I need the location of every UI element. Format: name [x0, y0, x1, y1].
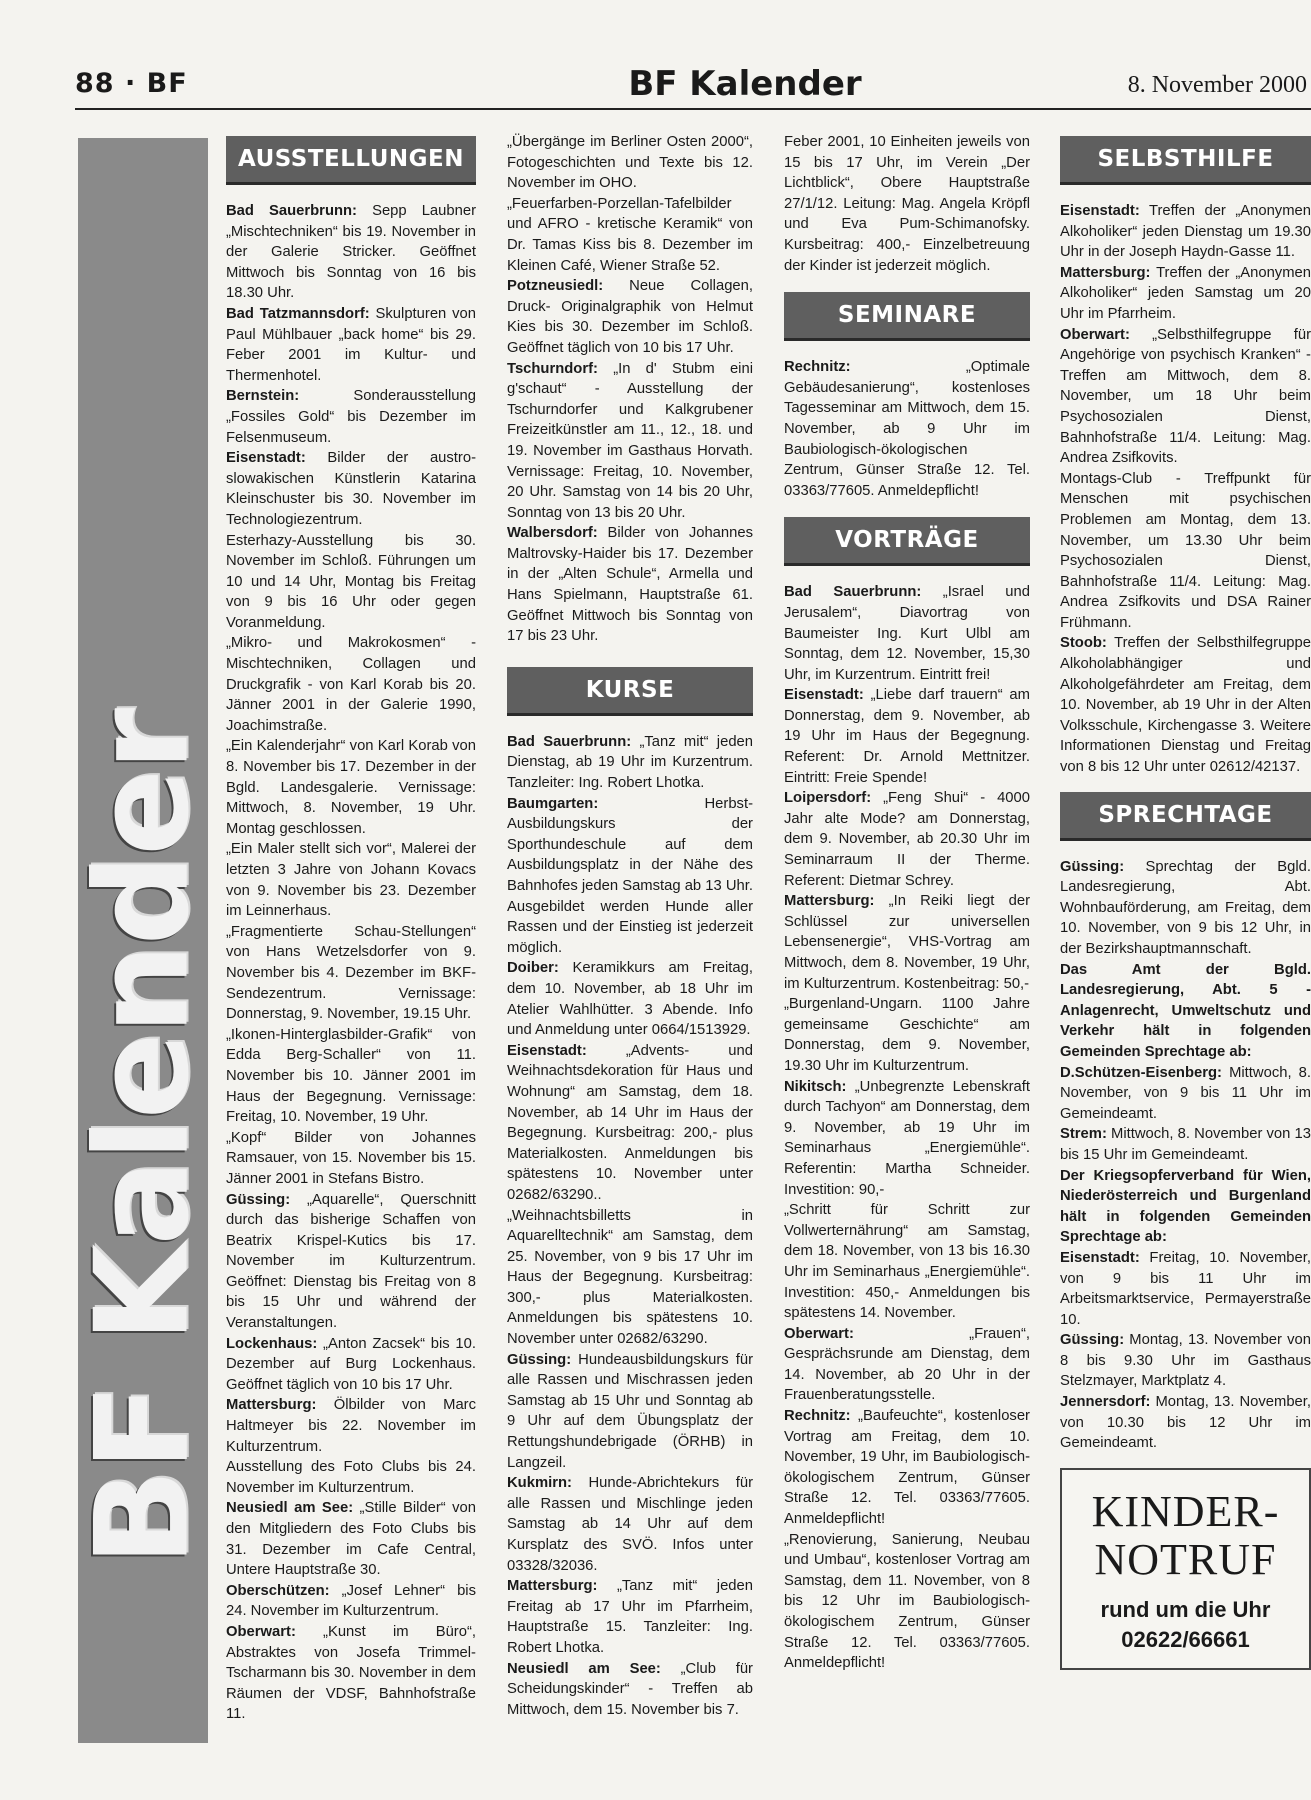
column-2: [507, 132, 753, 1720]
calendar-entry: [507, 1576, 753, 1658]
entry-text: Neue Collagen, Druck- Originalgraphik von Helmut Kies bis 30. Dezember im Schloß. Geöffnet täglich von 10 bis 17 Uhr.: [507, 278, 753, 356]
column-3: [784, 132, 1030, 1674]
entry-place: Mattersburg:: [507, 1578, 598, 1595]
entry-place: Güssing:: [226, 1191, 291, 1208]
entry-place: Nikitsch:: [784, 1078, 847, 1095]
entry-text: „Tanz mit“ jeden Dienstag, ab 19 Uhr im Kurzentrum. Tanzleiter: Ing. Robert Lhotka.: [507, 733, 754, 792]
kindernotruf-line1: KINDER-: [1091, 1486, 1280, 1536]
entry-place: Eisenstadt:: [784, 687, 864, 704]
entry-text: „Schritt für Schritt zur Vollwerternährung“ am Samstag, dem 18. November, von 13 bis 16.30 Uhr im Seminarhaus „Energiemühle“. Investition: 450,- Anmeldungen bis spätestens 14. November.: [784, 1202, 1030, 1322]
entry-text: „Feng Shui“ - 4000 Jahr alte Mode? am Donnerstag, dem 9. November, ab 20.30 Uhr im Seminarraum II der Therme. Referent: Dietmar Schrey.: [784, 790, 1030, 889]
entry-place: Oberwart:: [784, 1325, 854, 1342]
page-date: 8. November 2000: [1127, 72, 1307, 98]
entry-text: „Feuerfarben-Porzellan-Tafelbilder und AFRO - kretische Keramik“ von Dr. Tamas Kiss bis 8. Dezember im Kleinen Café, Wiener Straße 52.: [507, 195, 753, 274]
kindernotruf-line3: rund um die Uhr: [1100, 1596, 1271, 1622]
entry-text: „Club für Scheidungskinder“ - Treffen ab Mittwoch, dem 15. November bis 7.: [507, 1660, 753, 1718]
calendar-entry: [1060, 1248, 1311, 1330]
entry-place: Rechnitz:: [784, 1408, 851, 1425]
calendar-entry: [1060, 469, 1311, 634]
entry-text: Treffen der „Anonymen Alkoholiker“ jeden Samstag um 20 Uhr im Pfarrheim.: [1060, 264, 1311, 322]
calendar-entry: [226, 448, 476, 530]
entry-place: Mattersburg:: [226, 1397, 317, 1414]
entry-text: „Selbsthilfegruppe für Angehörige von psychisch Kranken“ - Treffen am Mittwoch, dem 8. November, um 18 Uhr beim Psychosozialen Dienst, Bahnhofstraße 11/4. Leitung: Mag. Andrea Zsifkovits.: [1060, 326, 1311, 467]
calendar-entry: [226, 1581, 476, 1622]
entry-place: Bad Sauerbrunn:: [226, 203, 357, 219]
calendar-entry: [507, 1206, 753, 1350]
entry-text: „In Reiki liegt der Schlüssel zur universellen Lebensenergie“, VHS-Vortrag am Mittwoch, dem 8. November, 19 Uhr, im Kulturzentrum. Kostenbeitrag: 50,-: [784, 893, 1030, 992]
entry-text: Mittwoch, 8. November, von 9 bis 11 Uhr im Gemeindeamt.: [1060, 1064, 1311, 1122]
kindernotruf-line2: NOTRUF: [1094, 1534, 1277, 1584]
entry-place: Doiber:: [507, 960, 559, 977]
entry-place: Strem:: [1060, 1126, 1107, 1143]
entry-text: „Advents- und Weihnachtsdekoration für Haus und Wohnung“ am Samstag, dem 18. November, ab 14 Uhr im Haus der Begegnung. Kursbeitrag: 200,- plus Materialkosten. Anmeldungen bis spätestens 10. November unter 02682/63290..: [507, 1042, 753, 1203]
entry-text: „Burgenland-Ungarn. 1100 Jahre gemeinsame Geschichte“ am Donnerstag, dem 9. November, 19.30 Uhr im Kulturzentrum.: [784, 996, 1030, 1074]
entry-place: Mattersburg:: [784, 893, 875, 910]
page-title: BF Kalender: [628, 64, 862, 104]
calendar-entry: [507, 523, 753, 647]
entry-text: Herbst-Ausbildungskurs der Sporthundeschule auf dem Ausbildungsplatz in der Nähe des Bahnhofes jeden Samstag ab 13 Uhr. Ausgebildet werden Hunde aller Rassen und der Einstieg ist jederzeit möglich.: [507, 795, 753, 956]
sidebar-title: BF Kalender: [68, 709, 218, 1567]
entry-place: Lockenhaus:: [226, 1335, 318, 1352]
entry-text: Keramikkurs am Freitag, dem 10. November, ab 18 Uhr im Atelier Wahlhütter. 3 Abende. Info und Anmeldung unter 0664/1513929.: [507, 960, 753, 1039]
entry-place: Eisenstadt:: [226, 450, 306, 467]
entry-place: Eisenstadt:: [1060, 203, 1140, 219]
calendar-entry: [784, 685, 1030, 788]
entry-text: „Mikro- und Makrokosmen“ - Mischtechniken, Collagen und Druckgrafik - von Karl Korab bis 20. Jänner 2001 in der Galerie 1990, Joachimstraße.: [226, 635, 476, 734]
entry-text: Sprechtag der Bgld. Landesregierung, Abt. Wohnbauförderung, am Freitag, dem 10. November, von 9 bis 12 Uhr, in der Bezirkshauptmannschaft.: [1060, 858, 1311, 957]
entry-text: „Frauen“, Gesprächsrunde am Dienstag, dem 14. November, ab 20 Uhr in der Frauenberatungsstelle.: [784, 1325, 1030, 1404]
calendar-entry: [226, 1395, 476, 1457]
entry-text: Bilder von Johannes Maltrovsky-Haider bis 17. Dezember in der „Alten Schule“, Armella und Hans Spielmann, Hauptstraße 61. Geöffnet Mittwoch bis Sonntag von 17 bis 23 Uhr.: [507, 525, 753, 645]
page-number: 88 · BF: [75, 68, 188, 99]
entry-text: „Kunst im Büro“, Abstraktes von Josefa Trimmel-Tscharmann bis 30. November in dem Räumen der VDSF, Bahnhofstraße 11.: [226, 1623, 476, 1723]
section-heading-vortraege: VORTRÄGE: [784, 517, 1030, 566]
entry-place: D.Schützen-Eisenberg:: [1060, 1064, 1222, 1081]
entry-place: Güssing:: [1060, 858, 1125, 875]
calendar-entry: [507, 1350, 753, 1474]
entry-place: Oberwart:: [226, 1623, 296, 1640]
calendar-entry: [226, 1128, 476, 1190]
header-rule: [75, 108, 1311, 110]
calendar-entry: [507, 958, 753, 1040]
calendar-entry: [1060, 263, 1311, 325]
calendar-entry: [1060, 857, 1311, 960]
calendar-entry: [507, 1659, 753, 1721]
calendar-entry: [784, 1324, 1030, 1406]
entry-place: Güssing:: [507, 1351, 572, 1368]
calendar-entry: [784, 1077, 1030, 1201]
entry-text: „Weihnachtsbilletts in Aquarelltechnik“ am Samstag, dem 25. November, von 9 bis 17 Uhr im Haus der Begegnung. Kursbeitrag: 300,- plus Materialkosten. Anmeldungen bis spätestens 10. November unter 02682/63290.: [507, 1207, 753, 1348]
entry-place: Potzneusiedl:: [507, 278, 604, 295]
entry-place: Jennersdorf:: [1060, 1394, 1151, 1411]
entry-text: Skulpturen von Paul Mühlbauer „back home“ bis 29. Feber 2001 im Kultur- und Thermenhotel.: [226, 305, 476, 384]
sprechtage-list: [1060, 857, 1311, 1454]
entry-text: Mittwoch, 8. November von 13 bis 15 Uhr im Gemeindeamt.: [1060, 1126, 1311, 1163]
section-heading-sprechtage: SPRECHTAGE: [1060, 792, 1311, 841]
entry-text: Ölbilder von Marc Haltmeyer bis 22. November im Kulturzentrum.: [226, 1397, 476, 1455]
entry-text: Montags-Club - Treffpunkt für Menschen mit psychischen Problemen am Montag, dem 13. November, um 13.30 Uhr beim Psychosozialen Dienst, Bahnhofstraße 11/4. Leitung: Mag. Andrea Zsifkovits und DSA Rainer Frühmann.: [1060, 470, 1311, 631]
kurse-list-continued: [784, 132, 1030, 276]
entry-place: Kukmirn:: [507, 1475, 572, 1492]
calendar-entry: [226, 1457, 476, 1498]
entry-place: Rechnitz:: [784, 359, 851, 376]
calendar-entry: [784, 1406, 1030, 1530]
calendar-entry: [784, 891, 1030, 994]
entry-place: Stoob:: [1060, 635, 1107, 652]
entry-text: „Ein Kalenderjahr“ von Karl Korab von 8. November bis 17. Dezember in der Bgld. Landesgalerie. Vernissage: Mittwoch, 8. November, 19 Uhr. Montag geschlossen.: [226, 738, 476, 837]
calendar-entry: [784, 1200, 1030, 1324]
calendar-entry: [1060, 325, 1311, 469]
entry-place: Neusiedl am See:: [507, 1660, 661, 1677]
entry-text: Feber 2001, 10 Einheiten jeweils von 15 bis 17 Uhr, im Verein „Der Lichtblick“, Obere Hauptstraße 27/1/12. Leitung: Mag. Angela Kröpfl und Eva Pum-Schimanofsky. Kursbeitrag: 400,- Einzelbetreuung der Kinder ist jederzeit möglich.: [784, 134, 1030, 274]
entry-place: Das Amt der Bgld. Landesregierung, Abt. 5 - Anlagenrecht, Umweltschutz und Verkehr hält in folgenden Gemeinden Sprechtage ab:: [1060, 961, 1311, 1060]
entry-place: Bad Tatzmannsdorf:: [226, 305, 370, 322]
calendar-entry: [1060, 1166, 1311, 1248]
entry-place: Baumgarten:: [507, 795, 599, 812]
entry-text: „Renovierung, Sanierung, Neubau und Umbau“, kostenloser Vortrag am Samstag, dem 11. November, von 8 bis 12 Uhr im Baubiologisch-ökologischem Zentrum, Günser Straße 12. Tel. 03363/77605. Anmeldepflicht!: [784, 1531, 1030, 1672]
kurse-list: [507, 732, 753, 1721]
calendar-entry: [784, 788, 1030, 891]
entry-place: Oberschützen:: [226, 1582, 330, 1599]
entry-text: „Aquarelle“, Querschnitt durch das bisherige Schaffen von Beatrix Krispel-Kutics bis 17. November im Kulturzentrum. Geöffnet: Dienstag bis Freitag von 8 bis 15 Uhr und während der Veranstaltungen.: [226, 1191, 476, 1332]
calendar-entry: [784, 994, 1030, 1076]
entry-text: „Optimale Gebäudesanierung“, kostenloses Tagesseminar am Mittwoch, dem 15. November, ab 9 Uhr im Baubiologisch-ökologischen Zentrum, Günser Straße 12. Tel. 03363/77605. Anmeldepflicht!: [784, 359, 1030, 499]
kindernotruf-box: [1060, 1468, 1311, 1670]
entry-text: Montag, 13. November von 8 bis 9.30 Uhr im Gasthaus Stelzmayer, Marktplatz 4.: [1060, 1332, 1311, 1390]
calendar-entry: [226, 201, 476, 304]
entry-place: Eisenstadt:: [507, 1042, 587, 1059]
calendar-entry: [1060, 1124, 1311, 1165]
entry-text: Treffen der „Anonymen Alkoholiker“ jeden Dienstag um 19.30 Uhr in der Joseph Haydn-Gasse 11.: [1060, 203, 1311, 261]
entry-text: „Israel und Jerusalem“, Diavortrag von Baumeister Ing. Kurt Ulbl am Sonntag, dem 12. November, 15,30 Uhr, im Kurzentrum. Eintritt frei!: [784, 584, 1030, 683]
calendar-entry: [784, 582, 1030, 685]
calendar-entry: [1060, 201, 1311, 263]
calendar-entry: [226, 922, 476, 1025]
calendar-entry: [226, 1190, 476, 1334]
entry-place: Bad Sauerbrunn:: [784, 584, 922, 601]
calendar-entry: [226, 1622, 476, 1725]
sidebar-banner: [68, 138, 218, 1743]
calendar-entry: [1060, 1392, 1311, 1454]
calendar-entry: [226, 304, 476, 386]
entry-place: Walbersdorf:: [507, 525, 598, 542]
entry-text: Sepp Laubner „Mischtechniken“ bis 19. November in der Galerie Stricker. Geöffnet Mittwoch bis Sonntag von 16 bis 18.30 Uhr.: [226, 203, 476, 302]
calendar-entry: [507, 794, 753, 959]
entry-text: Sonderausstellung „Fossiles Gold“ bis Dezember im Felsenmuseum.: [226, 388, 476, 446]
entry-place: Eisenstadt:: [1060, 1249, 1140, 1266]
calendar-entry: [784, 132, 1030, 276]
calendar-entry: [226, 736, 476, 839]
entry-text: „Unbegrenzte Lebenskraft durch Tachyon“ am Donnerstag, dem 9. November, ab 19 Uhr im Seminarhaus „Energiemühle“. Referentin: Martha Schneider. Investition: 90,-: [784, 1078, 1030, 1198]
calendar-entry: [784, 1530, 1030, 1674]
calendar-entry: [226, 1025, 476, 1128]
entry-text: Montag, 13. November, von 10.30 bis 12 Uhr im Gemeindeamt.: [1060, 1394, 1311, 1452]
calendar-entry: [507, 276, 753, 358]
ausstellungen-list: [226, 201, 476, 1725]
entry-text: „Übergänge im Berliner Osten 2000“, Fotogeschichten und Texte bis 12. November im OHO.: [507, 134, 753, 192]
calendar-entry: [226, 1498, 476, 1580]
entry-text: Esterhazy-Ausstellung bis 30. November im Schloß. Führungen um 10 und 14 Uhr, Montag bis Freitag von 9 bis 16 Uhr oder gegen Voranmeldung.: [226, 532, 476, 631]
ausstellungen-list-continued: [507, 132, 753, 647]
section-heading-selbsthilfe: SELBSTHILFE: [1060, 136, 1311, 185]
entry-place: Bad Sauerbrunn:: [507, 733, 632, 750]
entry-text: Hunde-Abrichtekurs für alle Rassen und Mischlinge jeden Samstag ab 14 Uhr auf dem Kursplatz des SVÖ. Infos unter 03328/32036.: [507, 1475, 753, 1574]
entry-text: Treffen der Selbsthilfegruppe Alkoholabhängiger und Alkoholgefährdeter am Freitag, dem 10. November, ab 19 Uhr in der Alten Volksschule, Kirchengasse 3. Weitere Informationen Dienstag und Freitag von 8 bis 12 Uhr unter 02612/42137.: [1060, 635, 1311, 776]
calendar-entry: [226, 633, 476, 736]
entry-place: Mattersburg:: [1060, 264, 1151, 281]
calendar-entry: [1060, 633, 1311, 777]
calendar-entry: [1060, 960, 1311, 1063]
entry-text: „In d' Stubm eini g'schaut“ - Ausstellung der Tschurndorfer und Kalkgrubener Freizeitkünstler am 11., 12., 18. und 19. November im Gasthaus Horvath. Vernissage: Freitag, 10. November, 20 Uhr. Samstag von 14 bis 20 Uhr, Sonntag von 13 bis 20 Uhr.: [507, 360, 753, 521]
vortraege-list: [784, 582, 1030, 1673]
section-heading-kurse: KURSE: [507, 667, 753, 716]
calendar-entry: [507, 359, 753, 524]
column-4: [1060, 132, 1311, 1670]
entry-place: Loipersdorf:: [784, 790, 872, 807]
calendar-entry: [226, 386, 476, 448]
entry-text: „Kopf“ Bilder von Johannes Ramsauer, von 15. November bis 15. Jänner 2001 in Stefans Bistro.: [226, 1129, 476, 1187]
entry-text: „Ein Maler stellt sich vor“, Malerei der letzten 3 Jahre von Johann Kovacs von 9. November bis 23. Dezember im Leinnerhaus.: [226, 841, 476, 920]
calendar-entry: [1060, 1330, 1311, 1392]
entry-place: Neusiedl am See:: [226, 1500, 354, 1517]
calendar-entry: [507, 1041, 753, 1206]
seminare-list: [784, 357, 1030, 501]
calendar-entry: [226, 531, 476, 634]
kindernotruf-phone: 02622/66661: [1121, 1627, 1250, 1653]
section-heading-seminare: SEMINARE: [784, 292, 1030, 341]
page-header: [75, 64, 1311, 108]
column-1: [226, 132, 476, 1725]
section-heading-ausstellungen: AUSSTELLUNGEN: [226, 136, 476, 185]
entry-place: Güssing:: [1060, 1332, 1125, 1349]
calendar-entry: [507, 194, 753, 276]
entry-place: Der Kriegsopferverband für Wien, Niederösterreich und Burgenland hält in folgenden Gemeinden Sprechtage ab:: [1060, 1167, 1311, 1246]
entry-text: „Tanz mit“ jeden Freitag ab 17 Uhr im Pfarrheim, Hauptstraße 15. Tanzleiter: Ing. Robert Lhotka.: [507, 1578, 753, 1656]
calendar-entry: [226, 1334, 476, 1396]
entry-text: „Fragmentierte Schau-Stellungen“ von Hans Wetzelsdorfer von 9. November bis 4. Dezember im BKF-Sendezentrum. Vernissage: Donnerstag, 9. November, 19.15 Uhr.: [226, 923, 476, 1023]
selbsthilfe-list: [1060, 201, 1311, 778]
entry-text: „Ikonen-Hinterglasbilder-Grafik“ von Edda Berg-Schaller“ von 11. November bis 10. Jänner 2001 im Haus der Begegnung. Vernissage: Freitag, 10. November, 19 Uhr.: [226, 1026, 476, 1126]
entry-text: Ausstellung des Foto Clubs bis 24. November im Kulturzentrum.: [226, 1459, 476, 1496]
calendar-entry: [1060, 1063, 1311, 1125]
entry-text: „Baufeuchte“, kostenloser Vortrag am Freitag, dem 10. November, 19 Uhr, im Baubiologisch-ökologischem Zentrum, Günser Straße 12. Tel. 03363/77605. Anmeldepflicht!: [784, 1408, 1030, 1528]
entry-text: Hundeausbildungskurs für alle Rassen und Mischrassen jeden Samstag ab 15 Uhr und Sonntag ab 9 Uhr auf dem Übungsplatz der Rettungshundebrigade (ÖRHB) in Langzeil.: [507, 1351, 753, 1471]
entry-place: Tschurndorf:: [507, 360, 598, 377]
entry-place: Bernstein:: [226, 388, 300, 405]
entry-text: „Liebe darf trauern“ am Donnerstag, dem 9. November, ab 19 Uhr im Haus der Begegnung. Referent: Dr. Arnold Mettnitzer. Eintritt: Freie Spende!: [784, 687, 1030, 786]
calendar-entry: [507, 732, 753, 794]
entry-text: „Anton Zacsek“ bis 10. Dezember auf Burg Lockenhaus. Geöffnet täglich von 10 bis 17 Uhr.: [226, 1335, 476, 1393]
entry-place: Oberwart:: [1060, 326, 1130, 343]
entry-text: „Josef Lehner“ bis 24. November im Kulturzentrum.: [226, 1582, 476, 1620]
calendar-entry: [226, 839, 476, 921]
entry-text: Freitag, 10. November, von 9 bis 11 Uhr im Arbeitsmarktservice, Permayerstraße 10.: [1060, 1249, 1311, 1328]
calendar-entry: [784, 357, 1030, 501]
calendar-entry: [507, 132, 753, 194]
entry-text: Bilder der austro-slowakischen Künstlerin Katarina Kleinschuster bis 30. November im Technologiezentrum.: [226, 450, 476, 528]
entry-text: „Stille Bilder“ von den Mitgliedern des Foto Clubs bis 31. Dezember im Cafe Central, Untere Hauptstraße 30.: [226, 1500, 476, 1579]
calendar-entry: [507, 1473, 753, 1576]
